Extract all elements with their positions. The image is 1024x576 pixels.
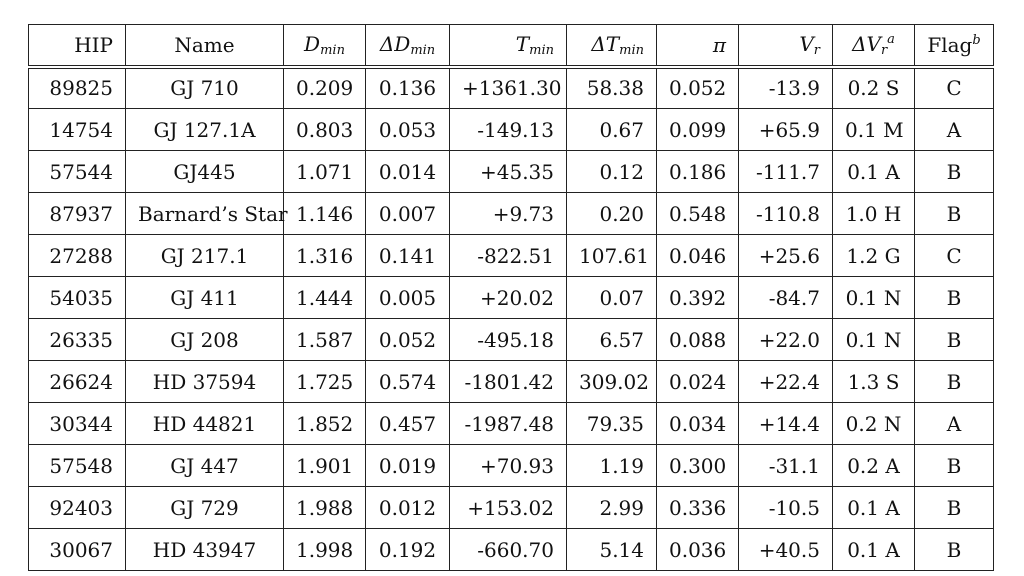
cell-flag: B — [915, 445, 994, 487]
cell-flag: A — [915, 403, 994, 445]
cell-hip: 14754 — [29, 109, 126, 151]
cell-name: GJ 127.1A — [126, 109, 284, 151]
cell-vr: +65.9 — [739, 109, 833, 151]
cell-flag: B — [915, 529, 994, 571]
cell-name: HD 37594 — [126, 361, 284, 403]
cell-delta-vr: 0.1 A — [833, 529, 915, 571]
cell-flag: B — [915, 361, 994, 403]
cell-parallax: 0.186 — [657, 151, 739, 193]
cell-hip: 92403 — [29, 487, 126, 529]
cell-delta-tmin: 6.57 — [567, 319, 657, 361]
cell-parallax: 0.392 — [657, 277, 739, 319]
cell-vr: -10.5 — [739, 487, 833, 529]
cell-delta-dmin: 0.012 — [366, 487, 450, 529]
cell-delta-tmin: 5.14 — [567, 529, 657, 571]
cell-delta-tmin: 0.67 — [567, 109, 657, 151]
cell-dmin: 0.209 — [284, 67, 366, 109]
cell-name: HD 43947 — [126, 529, 284, 571]
cell-delta-vr: 0.1 N — [833, 319, 915, 361]
cell-tmin: +45.35 — [450, 151, 567, 193]
cell-hip: 87937 — [29, 193, 126, 235]
cell-delta-dmin: 0.136 — [366, 67, 450, 109]
cell-delta-vr: 0.1 M — [833, 109, 915, 151]
cell-delta-dmin: 0.192 — [366, 529, 450, 571]
cell-delta-tmin: 2.99 — [567, 487, 657, 529]
cell-delta-tmin: 309.02 — [567, 361, 657, 403]
cell-vr: -110.8 — [739, 193, 833, 235]
cell-name: Barnard’s Star — [126, 193, 284, 235]
cell-dmin: 1.146 — [284, 193, 366, 235]
cell-dmin: 1.444 — [284, 277, 366, 319]
cell-delta-dmin: 0.574 — [366, 361, 450, 403]
cell-parallax: 0.052 — [657, 67, 739, 109]
cell-tmin: -495.18 — [450, 319, 567, 361]
table-row — [29, 529, 994, 571]
stellar-encounters-table — [28, 24, 994, 571]
cell-flag: C — [915, 67, 994, 109]
cell-delta-vr: 0.1 A — [833, 151, 915, 193]
cell-name: GJ 729 — [126, 487, 284, 529]
cell-vr: -84.7 — [739, 277, 833, 319]
table-row — [29, 277, 994, 319]
header-dmin: $D_{min}$ — [284, 25, 366, 67]
cell-delta-tmin: 0.20 — [567, 193, 657, 235]
cell-name: GJ 208 — [126, 319, 284, 361]
cell-delta-tmin: 107.61 — [567, 235, 657, 277]
cell-name: HD 44821 — [126, 403, 284, 445]
cell-delta-dmin: 0.141 — [366, 235, 450, 277]
header-delta-vr: $\Delta V_r^a$ — [833, 25, 915, 67]
cell-hip: 27288 — [29, 235, 126, 277]
cell-flag: B — [915, 319, 994, 361]
cell-hip: 30344 — [29, 403, 126, 445]
cell-delta-dmin: 0.007 — [366, 193, 450, 235]
table-row — [29, 403, 994, 445]
cell-hip: 89825 — [29, 67, 126, 109]
cell-name: GJ445 — [126, 151, 284, 193]
cell-vr: -13.9 — [739, 67, 833, 109]
cell-delta-vr: 1.3 S — [833, 361, 915, 403]
cell-delta-dmin: 0.005 — [366, 277, 450, 319]
header-vr: $V_r$ — [739, 25, 833, 67]
header-name: Name — [126, 25, 284, 67]
cell-parallax: 0.548 — [657, 193, 739, 235]
header-parallax: π — [657, 25, 739, 67]
cell-delta-vr: 0.2 N — [833, 403, 915, 445]
cell-delta-tmin: 58.38 — [567, 67, 657, 109]
cell-delta-tmin: 79.35 — [567, 403, 657, 445]
cell-dmin: 0.803 — [284, 109, 366, 151]
cell-name: GJ 710 — [126, 67, 284, 109]
cell-parallax: 0.046 — [657, 235, 739, 277]
cell-tmin: -660.70 — [450, 529, 567, 571]
cell-delta-dmin: 0.457 — [366, 403, 450, 445]
cell-hip: 57548 — [29, 445, 126, 487]
cell-delta-dmin: 0.014 — [366, 151, 450, 193]
cell-delta-vr: 1.0 H — [833, 193, 915, 235]
cell-tmin: -149.13 — [450, 109, 567, 151]
cell-dmin: 1.988 — [284, 487, 366, 529]
cell-parallax: 0.034 — [657, 403, 739, 445]
table-row — [29, 193, 994, 235]
header-hip: HIP — [29, 25, 126, 67]
header-delta-dmin: $\Delta D_{min}$ — [366, 25, 450, 67]
cell-vr: -111.7 — [739, 151, 833, 193]
cell-dmin: 1.316 — [284, 235, 366, 277]
cell-parallax: 0.099 — [657, 109, 739, 151]
cell-delta-vr: 0.1 N — [833, 277, 915, 319]
cell-vr: +22.0 — [739, 319, 833, 361]
cell-tmin: +1361.30 — [450, 67, 567, 109]
header-row — [29, 25, 994, 67]
cell-flag: A — [915, 109, 994, 151]
cell-tmin: -822.51 — [450, 235, 567, 277]
cell-hip: 26624 — [29, 361, 126, 403]
cell-dmin: 1.852 — [284, 403, 366, 445]
table-row — [29, 67, 994, 109]
cell-name: GJ 411 — [126, 277, 284, 319]
cell-parallax: 0.036 — [657, 529, 739, 571]
cell-tmin: -1801.42 — [450, 361, 567, 403]
cell-hip: 57544 — [29, 151, 126, 193]
cell-vr: +25.6 — [739, 235, 833, 277]
cell-flag: B — [915, 487, 994, 529]
cell-delta-tmin: 0.12 — [567, 151, 657, 193]
header-flag: Flag$^b$ — [915, 25, 994, 67]
cell-delta-dmin: 0.019 — [366, 445, 450, 487]
table-row — [29, 151, 994, 193]
cell-delta-tmin: 1.19 — [567, 445, 657, 487]
cell-parallax: 0.088 — [657, 319, 739, 361]
cell-parallax: 0.300 — [657, 445, 739, 487]
cell-hip: 30067 — [29, 529, 126, 571]
cell-tmin: -1987.48 — [450, 403, 567, 445]
table-row — [29, 109, 994, 151]
table-row — [29, 319, 994, 361]
cell-dmin: 1.901 — [284, 445, 366, 487]
cell-delta-vr: 0.2 A — [833, 445, 915, 487]
table-row — [29, 487, 994, 529]
header-delta-tmin: $\Delta T_{min}$ — [567, 25, 657, 67]
cell-flag: B — [915, 277, 994, 319]
cell-delta-vr: 0.1 A — [833, 487, 915, 529]
cell-parallax: 0.336 — [657, 487, 739, 529]
cell-tmin: +70.93 — [450, 445, 567, 487]
cell-vr: +40.5 — [739, 529, 833, 571]
cell-hip: 54035 — [29, 277, 126, 319]
cell-dmin: 1.725 — [284, 361, 366, 403]
cell-name: GJ 217.1 — [126, 235, 284, 277]
cell-tmin: +20.02 — [450, 277, 567, 319]
cell-vr: +14.4 — [739, 403, 833, 445]
cell-parallax: 0.024 — [657, 361, 739, 403]
table-row — [29, 235, 994, 277]
table-row — [29, 445, 994, 487]
cell-flag: B — [915, 193, 994, 235]
cell-tmin: +9.73 — [450, 193, 567, 235]
table-body — [29, 67, 994, 571]
cell-delta-dmin: 0.053 — [366, 109, 450, 151]
cell-flag: B — [915, 151, 994, 193]
cell-vr: -31.1 — [739, 445, 833, 487]
cell-delta-vr: 0.2 S — [833, 67, 915, 109]
table-row — [29, 361, 994, 403]
header-tmin: $T_{min}$ — [450, 25, 567, 67]
cell-dmin: 1.587 — [284, 319, 366, 361]
cell-dmin: 1.998 — [284, 529, 366, 571]
cell-delta-vr: 1.2 G — [833, 235, 915, 277]
cell-vr: +22.4 — [739, 361, 833, 403]
cell-flag: C — [915, 235, 994, 277]
cell-delta-tmin: 0.07 — [567, 277, 657, 319]
cell-hip: 26335 — [29, 319, 126, 361]
cell-dmin: 1.071 — [284, 151, 366, 193]
cell-name: GJ 447 — [126, 445, 284, 487]
cell-tmin: +153.02 — [450, 487, 567, 529]
cell-delta-dmin: 0.052 — [366, 319, 450, 361]
